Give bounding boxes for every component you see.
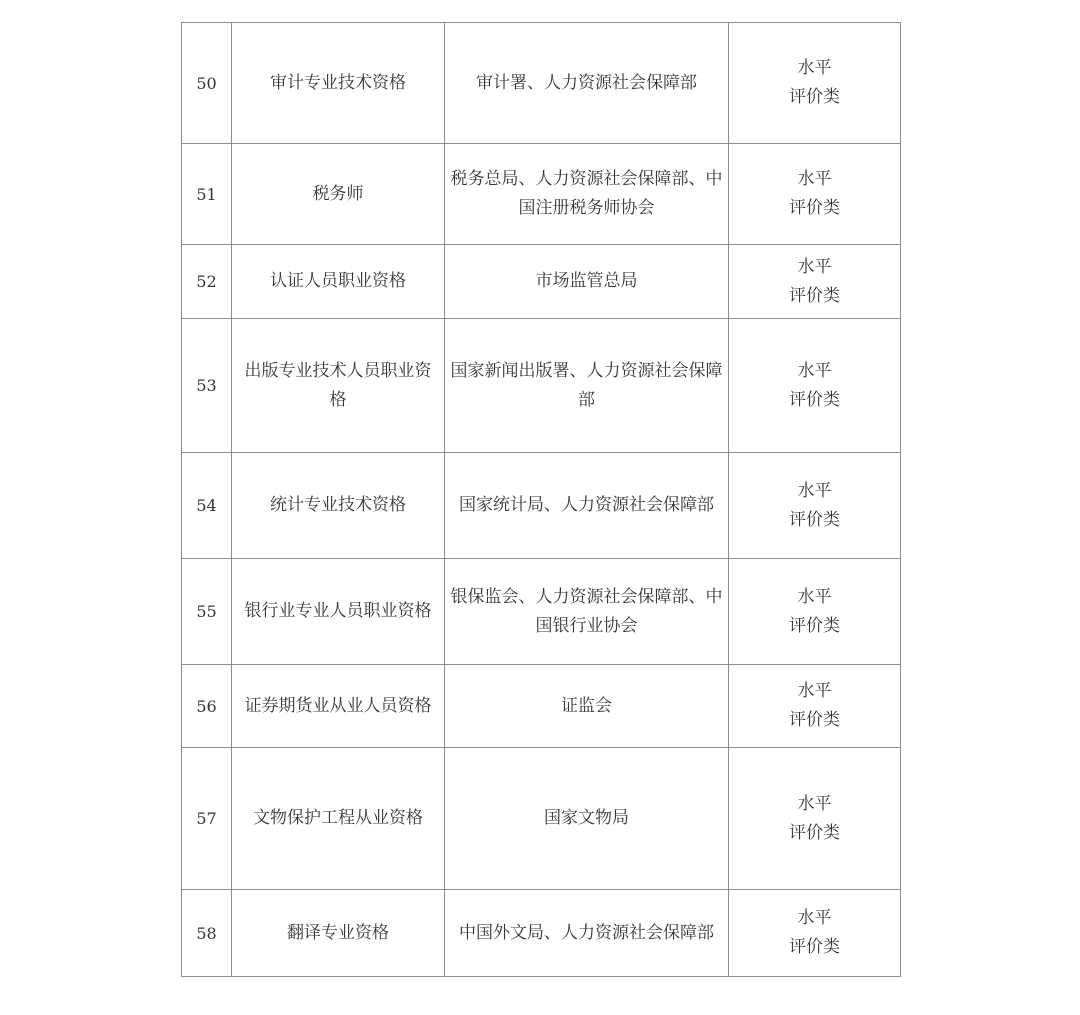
- table-row: [182, 748, 901, 890]
- qualification-name: 审计专业技术资格: [232, 23, 445, 144]
- qualification-name: 文物保护工程从业资格: [232, 748, 445, 890]
- row-number: 52: [182, 245, 232, 319]
- qualification-name: 税务师: [232, 144, 445, 245]
- implementing-department: 银保监会、人力资源社会保障部、中 国银行业协会: [445, 559, 729, 665]
- qualification-name: 认证人员职业资格: [232, 245, 445, 319]
- implementing-department: 国家新闻出版署、人力资源社会保障 部: [445, 319, 729, 453]
- row-number: 57: [182, 748, 232, 890]
- table-row: [182, 453, 901, 559]
- implementing-department: 证监会: [445, 665, 729, 748]
- implementing-department: 审计署、人力资源社会保障部: [445, 23, 729, 144]
- implementing-department: 市场监管总局: [445, 245, 729, 319]
- row-number: 58: [182, 890, 232, 977]
- implementing-department: 国家文物局: [445, 748, 729, 890]
- implementing-department: 中国外文局、人力资源社会保障部: [445, 890, 729, 977]
- table: [181, 22, 901, 977]
- implementing-department: 国家统计局、人力资源社会保障部: [445, 453, 729, 559]
- table-row: [182, 665, 901, 748]
- qualification-type: 水平 评价类: [729, 559, 901, 665]
- qualification-type: 水平 评价类: [729, 144, 901, 245]
- row-number: 50: [182, 23, 232, 144]
- qualification-name: 统计专业技术资格: [232, 453, 445, 559]
- table-row: [182, 144, 901, 245]
- row-number: 55: [182, 559, 232, 665]
- qualification-type: 水平 评价类: [729, 890, 901, 977]
- qualification-name: 银行业专业人员职业资格: [232, 559, 445, 665]
- table-row: [182, 319, 901, 453]
- table-row: [182, 559, 901, 665]
- qualification-type: 水平 评价类: [729, 245, 901, 319]
- qualification-name: 证券期货业从业人员资格: [232, 665, 445, 748]
- row-number: 53: [182, 319, 232, 453]
- row-number: 56: [182, 665, 232, 748]
- qualification-type: 水平 评价类: [729, 23, 901, 144]
- qualification-name: 翻译专业资格: [232, 890, 445, 977]
- qualification-table: [181, 22, 900, 977]
- qualification-type: 水平 评价类: [729, 319, 901, 453]
- qualification-type: 水平 评价类: [729, 665, 901, 748]
- row-number: 54: [182, 453, 232, 559]
- qualification-type: 水平 评价类: [729, 748, 901, 890]
- implementing-department: 税务总局、人力资源社会保障部、中 国注册税务师协会: [445, 144, 729, 245]
- qualification-type: 水平 评价类: [729, 453, 901, 559]
- row-number: 51: [182, 144, 232, 245]
- table-row: [182, 23, 901, 144]
- table-row: [182, 245, 901, 319]
- qualification-name: 出版专业技术人员职业资 格: [232, 319, 445, 453]
- table-row: [182, 890, 901, 977]
